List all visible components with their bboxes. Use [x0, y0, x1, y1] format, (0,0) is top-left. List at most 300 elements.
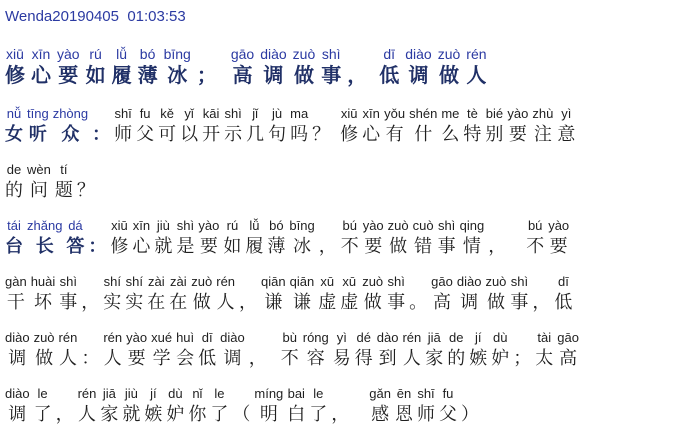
pinyin-text: xū — [320, 274, 335, 289]
hanzi-text: 台 — [5, 236, 23, 256]
hanzi-text: 履 — [245, 236, 264, 256]
ruby-token — [5, 329, 30, 370]
hanzi-text: 吗 — [290, 124, 309, 144]
pinyin-text: yì — [336, 330, 347, 345]
ruby-token — [27, 161, 51, 202]
pinyin-text: fu — [442, 386, 454, 401]
ruby-token-speaker — [5, 217, 23, 258]
pinyin-text: yào — [126, 330, 148, 345]
hanzi-text: 么 — [441, 124, 460, 144]
ruby-token — [103, 329, 122, 370]
hanzi-text: 学 — [152, 348, 171, 368]
pinyin-text: le — [37, 386, 48, 401]
hanzi-text: 众 — [61, 124, 80, 144]
ruby-token — [260, 45, 286, 90]
pinyin-text — [240, 385, 244, 402]
pinyin-text: shén — [409, 106, 438, 121]
pinyin-text: bó — [139, 46, 156, 62]
ruby-token — [379, 45, 399, 90]
ruby-token — [526, 217, 544, 258]
hanzi-text: ， — [239, 292, 258, 312]
ruby-token — [169, 273, 187, 314]
pinyin-text: xīn — [132, 218, 151, 233]
hanzi-text: 坏 — [33, 292, 52, 312]
pinyin-text: qiān — [289, 274, 315, 289]
hanzi-text: 实 — [125, 292, 144, 312]
hanzi-text: 人 — [466, 65, 487, 87]
pinyin-text: zuò — [191, 274, 213, 289]
ruby-token-speaker — [27, 105, 49, 146]
hanzi-text: 妒 — [491, 348, 510, 368]
ruby-token-speaker — [5, 105, 23, 146]
ruby-token — [136, 105, 154, 146]
hanzi-text: 在 — [147, 292, 166, 312]
hanzi-text: 修 — [5, 65, 25, 87]
ruby-token — [290, 105, 308, 146]
pinyin-text: zuò — [485, 274, 507, 289]
hanzi-text: （ — [232, 404, 251, 424]
hanzi-text: 答 — [66, 236, 85, 256]
hanzi-text: 修 — [110, 236, 129, 256]
ruby-line — [5, 273, 687, 314]
ruby-token — [488, 217, 506, 258]
hanzi-text: 问 — [29, 180, 48, 200]
ruby-token — [138, 45, 158, 90]
pinyin-text: yì — [561, 106, 572, 121]
ruby-token — [312, 105, 330, 146]
hanzi-text: 句 — [268, 124, 287, 144]
pinyin-text: jù — [272, 106, 283, 121]
ruby-token — [557, 105, 575, 146]
pinyin-text: yào — [507, 106, 529, 121]
hanzi-text: 。 — [409, 292, 428, 312]
pinyin-text: cuò — [412, 218, 434, 233]
pinyin-text: kāi — [202, 106, 220, 121]
pinyin-text: shì — [59, 274, 77, 289]
pinyin-text: dī — [383, 46, 396, 62]
pinyin-text — [520, 329, 524, 346]
hanzi-text: 的 — [5, 180, 23, 200]
ruby-token — [405, 45, 431, 90]
pinyin-text: míng — [254, 386, 284, 401]
pinyin-text — [205, 45, 209, 63]
hanzi-text: 人 — [77, 404, 96, 424]
hanzi-text: 特 — [463, 124, 482, 144]
ruby-line — [5, 329, 687, 370]
ruby-token — [309, 385, 327, 426]
transcript-content — [5, 45, 687, 426]
hanzi-text: 调 — [8, 348, 27, 368]
ruby-token — [557, 329, 579, 370]
pinyin-text: xiū — [340, 106, 358, 121]
hanzi-text: 做 — [293, 65, 314, 87]
pinyin-text: gāo — [557, 330, 579, 345]
ruby-token — [180, 105, 198, 146]
pinyin-text: dù — [168, 386, 183, 401]
ruby-token — [232, 385, 250, 426]
pinyin-text: xué — [151, 330, 173, 345]
ruby-token — [510, 273, 528, 314]
hanzi-text: 可 — [158, 124, 177, 144]
hanzi-text: 事 — [437, 236, 456, 256]
ruby-token — [254, 385, 283, 426]
hanzi-text: ， — [318, 236, 337, 256]
ruby-token — [132, 217, 150, 258]
pinyin-text: shì — [176, 218, 195, 233]
pinyin-text: bai — [287, 386, 305, 401]
hanzi-text: 了 — [309, 404, 328, 424]
ruby-token — [245, 217, 263, 258]
ruby-token — [166, 385, 184, 426]
hanzi-text: 虚 — [340, 292, 359, 312]
pinyin-text: rén — [103, 330, 123, 345]
ruby-token — [333, 329, 351, 370]
pinyin-text: bié — [485, 106, 504, 121]
pinyin-text: xiū — [111, 218, 128, 233]
hanzi-text: 心 — [362, 124, 381, 144]
pinyin-text: dī — [558, 274, 569, 289]
hanzi-text: 要 — [549, 236, 568, 256]
hanzi-text: 要 — [199, 236, 218, 256]
hanzi-text: 家 — [100, 404, 119, 424]
pinyin-text: tí — [60, 162, 68, 177]
pinyin-text: shì — [387, 274, 405, 289]
pinyin-text: huài — [30, 274, 56, 289]
hanzi-text: 了 — [33, 404, 52, 424]
pinyin-text: shī — [417, 386, 435, 401]
hanzi-text: 人 — [402, 348, 421, 368]
hanzi-text: 薄 — [137, 65, 158, 87]
ruby-token — [57, 45, 80, 90]
ruby-line — [5, 105, 687, 146]
pinyin-text: xīn — [362, 106, 380, 121]
spacer — [510, 257, 526, 258]
pinyin-text: bù — [282, 330, 297, 345]
hanzi-text: 妒 — [166, 404, 185, 424]
hanzi-text: 做 — [192, 292, 211, 312]
ruby-token — [409, 105, 437, 146]
hanzi-text: ； — [196, 65, 217, 87]
pinyin-text: yǐ — [184, 106, 194, 121]
pinyin-text: gāo — [230, 46, 255, 62]
hanzi-text: ？ — [312, 124, 331, 144]
ruby-token — [100, 385, 118, 426]
hanzi-text: 父 — [438, 404, 457, 424]
hanzi-text: 高 — [559, 348, 578, 368]
ruby-token — [321, 45, 341, 90]
ruby-token — [548, 217, 569, 258]
hanzi-text: 感 — [371, 404, 390, 424]
ruby-token — [340, 273, 358, 314]
hanzi-text: 冰 — [293, 236, 312, 256]
ruby-token — [114, 105, 132, 146]
pinyin-text: jiù — [156, 218, 170, 233]
ruby-token — [103, 273, 121, 314]
pinyin-text: yào — [362, 218, 384, 233]
pinyin-text — [84, 161, 88, 178]
pinyin-text — [416, 273, 420, 290]
pinyin-text: rén — [466, 46, 487, 62]
pinyin-text: de — [449, 330, 464, 345]
ruby-token — [151, 329, 172, 370]
pinyin-text: shì — [510, 274, 529, 289]
ruby-token — [469, 329, 487, 370]
pinyin-text: zuò — [387, 218, 409, 233]
ruby-token — [318, 273, 336, 314]
pinyin-text: gāo — [431, 274, 453, 289]
pinyin-text: de — [6, 162, 22, 177]
ruby-token — [34, 329, 55, 370]
pinyin-text: rén — [77, 386, 97, 401]
hanzi-text: 低 — [198, 348, 217, 368]
ruby-token — [457, 273, 482, 314]
hanzi-text: 做 — [389, 236, 408, 256]
hanzi-text: 要 — [508, 124, 527, 144]
ruby-line — [5, 217, 687, 258]
pinyin-text: zuò — [33, 330, 55, 345]
ruby-line — [5, 385, 687, 426]
ruby-token — [362, 105, 380, 146]
ruby-token — [384, 105, 405, 146]
ruby-token-speaker — [88, 217, 106, 258]
hanzi-text: 了 — [210, 404, 229, 424]
ruby-token — [158, 105, 176, 146]
ruby-token — [431, 273, 453, 314]
pinyin-text: zhòng — [52, 106, 89, 121]
pinyin-text: zuò — [437, 46, 461, 62]
hanzi-text: 恩 — [394, 404, 413, 424]
ruby-token — [198, 217, 219, 258]
pinyin-text: shì — [224, 106, 242, 121]
pinyin-text: xū — [342, 274, 357, 289]
hanzi-text: 女 — [5, 124, 23, 144]
ruby-line — [5, 161, 687, 202]
ruby-token — [461, 385, 479, 426]
ruby-token — [144, 385, 162, 426]
ruby-token — [202, 105, 220, 146]
ruby-token — [447, 329, 465, 370]
pinyin-text: wèn — [27, 162, 51, 177]
hanzi-text: 事 — [387, 292, 406, 312]
ruby-token — [246, 105, 264, 146]
hanzi-text: 嫉 — [144, 404, 163, 424]
ruby-token — [463, 105, 481, 146]
hanzi-text: 题 — [54, 180, 73, 200]
ruby-token — [126, 329, 147, 370]
ruby-token — [231, 45, 254, 90]
pinyin-text: tài — [537, 330, 552, 345]
hanzi-text: 听 — [28, 124, 47, 144]
hanzi-text: 情 — [462, 236, 481, 256]
hanzi-text: ， — [347, 65, 368, 87]
ruby-token — [388, 217, 409, 258]
hanzi-text: 有 — [385, 124, 404, 144]
pinyin-text: zuò — [292, 46, 316, 62]
ruby-token — [395, 385, 413, 426]
hanzi-text: 的 — [447, 348, 466, 368]
pinyin-text: dī — [201, 330, 213, 345]
pinyin-text: yào — [548, 218, 570, 233]
hanzi-text: 易 — [332, 348, 351, 368]
ruby-token — [347, 45, 367, 90]
hanzi-text: 几 — [246, 124, 265, 144]
ruby-token — [86, 45, 106, 90]
hanzi-text: 会 — [176, 348, 195, 368]
hanzi-text: 人 — [58, 348, 77, 368]
hanzi-text: 要 — [58, 65, 79, 87]
spacer — [353, 425, 369, 426]
ruby-token — [112, 45, 132, 90]
pinyin-text: fu — [139, 106, 151, 121]
ruby-token — [239, 273, 257, 314]
pinyin-text: zài — [169, 274, 187, 289]
hanzi-text: 得 — [354, 348, 373, 368]
ruby-token — [125, 273, 143, 314]
hanzi-text: 调 — [223, 348, 242, 368]
ruby-token — [362, 273, 383, 314]
hanzi-text: ： — [88, 236, 107, 256]
ruby-token — [5, 161, 23, 202]
pinyin-text: zhù — [532, 106, 554, 121]
ruby-token — [331, 385, 349, 426]
hanzi-text: 是 — [176, 236, 195, 256]
hanzi-text: 家 — [425, 348, 444, 368]
hanzi-text: 不 — [526, 236, 545, 256]
hanzi-text: 长 — [35, 236, 54, 256]
ruby-token — [319, 217, 337, 258]
hanzi-text: 人 — [216, 292, 235, 312]
hanzi-text: 要 — [127, 348, 146, 368]
pinyin-text: lǚ — [249, 218, 260, 233]
pinyin-text: bó — [269, 218, 284, 233]
pinyin-text: bú — [342, 218, 357, 233]
pinyin-text: huì — [176, 330, 195, 345]
ruby-token — [355, 329, 373, 370]
pinyin-text: zhǎng — [27, 218, 63, 233]
ruby-token — [281, 329, 299, 370]
ruby-token — [164, 45, 191, 90]
hanzi-text: 如 — [223, 236, 242, 256]
pinyin-text: dé — [356, 330, 371, 345]
hanzi-text: 太 — [535, 348, 554, 368]
hanzi-text: 以 — [180, 124, 199, 144]
hanzi-text: 父 — [136, 124, 155, 144]
pinyin-text: ma — [290, 106, 309, 121]
ruby-token — [485, 105, 503, 146]
spacer — [223, 89, 231, 90]
hanzi-text: 师 — [114, 124, 133, 144]
hanzi-text: 调 — [460, 292, 479, 312]
spacer — [271, 369, 281, 370]
pinyin-text: diào — [260, 46, 287, 62]
ruby-token — [59, 273, 77, 314]
ruby-token — [438, 45, 461, 90]
pinyin-text: gǎn — [369, 386, 391, 401]
hanzi-text: 事 — [510, 292, 529, 312]
hanzi-text: ） — [460, 404, 479, 424]
hanzi-text: 谦 — [264, 292, 283, 312]
ruby-token — [191, 273, 212, 314]
pinyin-text: zuò — [362, 274, 384, 289]
ruby-token — [147, 273, 165, 314]
hanzi-text: 做 — [438, 65, 459, 87]
ruby-token — [216, 273, 235, 314]
pinyin-text — [246, 273, 250, 290]
pinyin-text: jǐ — [252, 106, 258, 121]
pinyin-text: yào — [57, 46, 80, 62]
pinyin-text: diào — [456, 274, 482, 289]
pinyin-text — [99, 105, 103, 122]
hanzi-text: 别 — [485, 124, 504, 144]
hanzi-text: 履 — [111, 65, 132, 87]
ruby-token — [532, 273, 550, 314]
pinyin-text: yǒu — [384, 106, 406, 121]
ruby-token — [413, 217, 434, 258]
hanzi-text: 师 — [416, 404, 435, 424]
hanzi-text: 什 — [414, 124, 433, 144]
ruby-token — [267, 217, 285, 258]
pinyin-text: rú — [226, 218, 239, 233]
ruby-token — [59, 329, 78, 370]
pinyin-text: dào — [376, 330, 399, 345]
hanzi-text: ， — [81, 292, 100, 312]
ruby-token — [176, 217, 194, 258]
ruby-token — [507, 105, 528, 146]
hanzi-text: 高 — [232, 65, 253, 87]
pinyin-text: tè — [466, 106, 478, 121]
hanzi-text: 冰 — [167, 65, 188, 87]
pinyin-text — [355, 45, 359, 63]
pinyin-text: qing — [459, 218, 485, 233]
hanzi-text: ， — [55, 404, 74, 424]
hanzi-text: 做 — [363, 292, 382, 312]
hanzi-text: ； — [513, 348, 532, 368]
pinyin-text: gàn — [5, 274, 27, 289]
hanzi-text: 不 — [340, 236, 359, 256]
hanzi-text: 要 — [364, 236, 383, 256]
ruby-token — [439, 385, 457, 426]
pinyin-text: rén — [58, 330, 78, 345]
pinyin-text — [495, 217, 499, 234]
ruby-token-speaker — [27, 217, 62, 258]
ruby-token — [387, 273, 405, 314]
pinyin-text: shì — [437, 218, 456, 233]
ruby-token — [122, 385, 140, 426]
ruby-token — [460, 217, 485, 258]
hanzi-text: 就 — [122, 404, 141, 424]
hanzi-text: 做 — [486, 292, 505, 312]
pinyin-text: diào — [5, 330, 30, 345]
pinyin-text — [63, 385, 67, 402]
hanzi-text: 白 — [287, 404, 306, 424]
pinyin-text: dá — [68, 218, 83, 233]
pinyin-text: jiā — [102, 386, 116, 401]
hanzi-text: 错 — [414, 236, 433, 256]
pinyin-text: diào — [220, 330, 245, 345]
ruby-token — [188, 385, 206, 426]
pinyin-text: le — [214, 386, 225, 401]
pinyin-text: róng — [302, 330, 329, 345]
hanzi-text: 明 — [259, 404, 278, 424]
pinyin-text — [338, 385, 342, 402]
pinyin-text: kě — [160, 106, 174, 121]
ruby-token — [289, 217, 314, 258]
ruby-token — [425, 329, 443, 370]
ruby-token — [249, 329, 267, 370]
ruby-token — [31, 45, 51, 90]
hanzi-text: ， — [488, 236, 507, 256]
hanzi-text: 如 — [85, 65, 106, 87]
